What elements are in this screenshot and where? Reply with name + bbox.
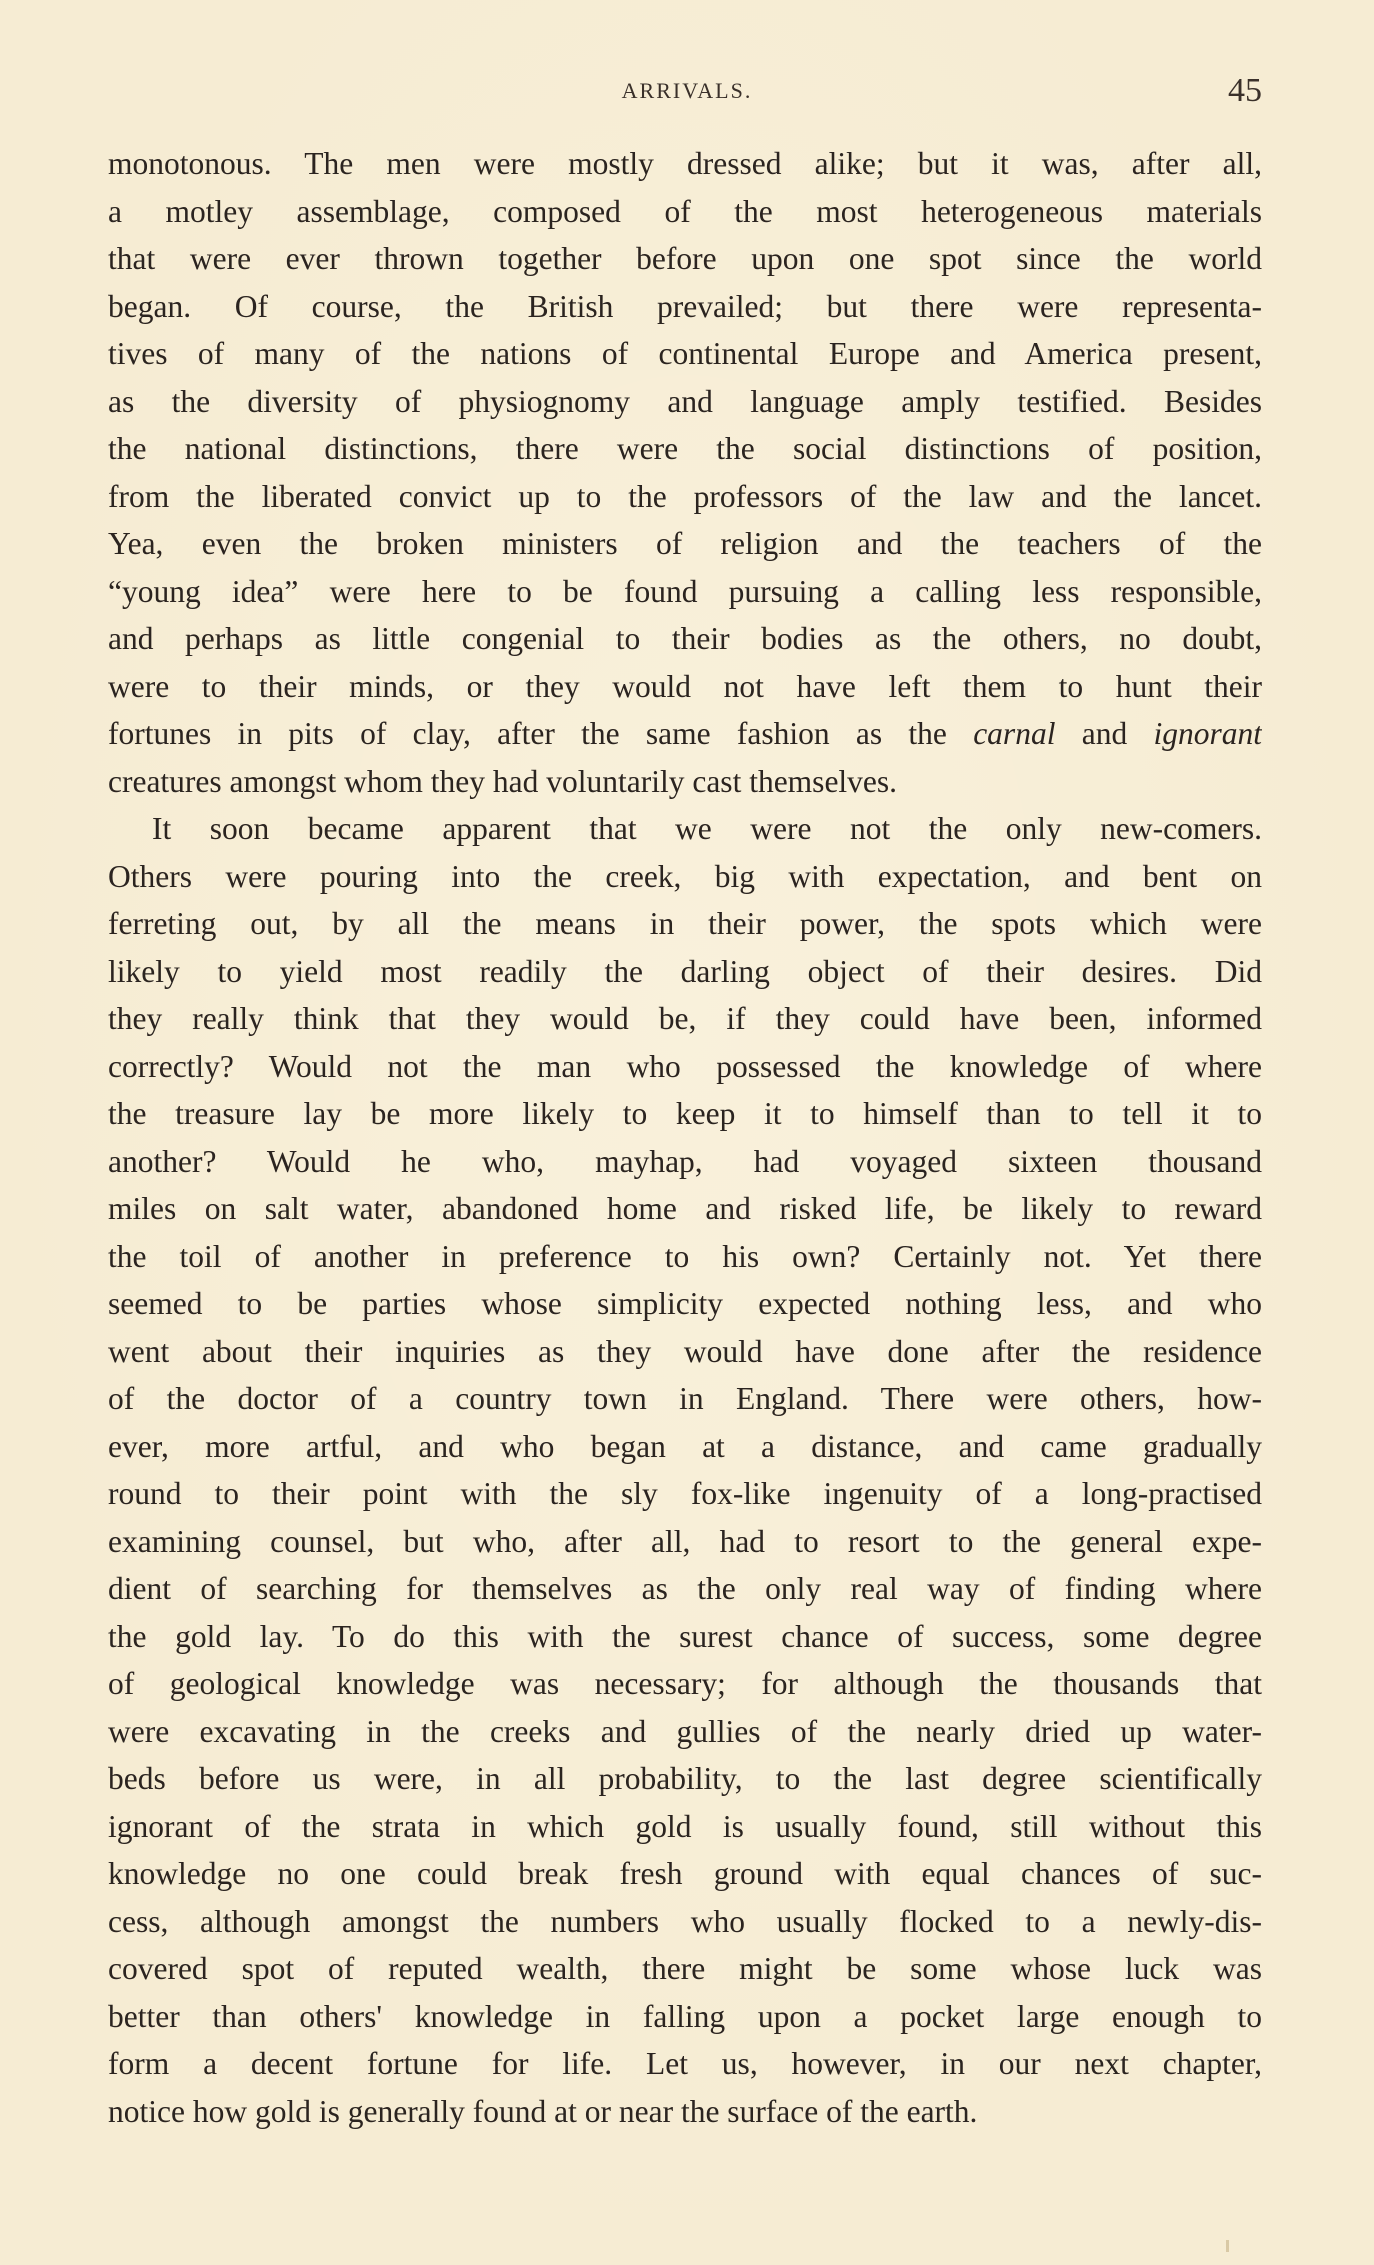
- text-span: fortunes in pits of clay, after the same fashion as the: [108, 716, 974, 751]
- text-line: correctly? Would not the man who possessed the knowledge of where: [108, 1048, 1262, 1084]
- text-line: [108, 710, 1262, 758]
- text-line: another? Would he who, mayhap, had voyaged sixteen thousand: [108, 1143, 1262, 1179]
- text-line: dient of searching for themselves as the only real way of finding where: [108, 1571, 1262, 1606]
- text-line: miles on salt water, abandoned home and risked life, be likely to reward: [108, 1191, 1262, 1226]
- text-line: were excavating in the creeks and gullies of the nearly dried up water-: [108, 1713, 1262, 1749]
- text-line: the toil of another in preference to his own? Certainly not. Yet there: [108, 1238, 1262, 1274]
- text-line: It soon became apparent that we were not the only new-comers.: [152, 811, 1262, 846]
- text-line: better than others' knowledge in falling upon a pocket large enough to: [108, 1998, 1262, 2034]
- text-line: form a decent fortune for life. Let us, however, in our next chapter,: [108, 2046, 1262, 2081]
- text-line: began. Of course, the British prevailed; but there were representa-: [108, 288, 1262, 324]
- text-line: Yea, even the broken ministers of religion and the teachers of the: [108, 526, 1262, 561]
- text-line: ever, more artful, and who began at a distance, and came gradually: [108, 1428, 1262, 1464]
- text-line: as the diversity of physiognomy and language amply testified. Besides: [108, 383, 1262, 419]
- running-head: [112, 72, 1262, 112]
- text-line: beds before us were, in all probability, to the last degree scientifically: [108, 1761, 1262, 1796]
- text-line: that were ever thrown together before upon one spot since the world: [108, 241, 1262, 276]
- text-line: cess, although amongst the numbers who usually flocked to a newly-dis-: [108, 1903, 1262, 1939]
- text-line: the national distinctions, there were the social distinctions of position,: [108, 431, 1262, 466]
- text-line: ignorant of the strata in which gold is usually found, still without this: [108, 1808, 1262, 1844]
- text-span: and: [1055, 716, 1154, 751]
- text-line: and perhaps as little congenial to their bodies as the others, no doubt,: [108, 621, 1262, 656]
- text-line: a motley assemblage, composed of the most heterogeneous materials: [108, 193, 1262, 229]
- text-line: from the liberated convict up to the professors of the law and the lancet.: [108, 478, 1262, 514]
- text-line: went about their inquiries as they would have done after the residence: [108, 1333, 1262, 1369]
- text-line: notice how gold is generally found at or near the surface of the earth.: [108, 2093, 978, 2129]
- body-text: [108, 140, 1262, 2135]
- text-line: creatures amongst whom they had voluntarily cast themselves.: [108, 763, 898, 799]
- text-line: seemed to be parties whose simplicity expected nothing less, and who: [108, 1286, 1262, 1321]
- text-line: they really think that they would be, if they could have been, informed: [108, 1001, 1262, 1036]
- text-line: round to their point with the sly fox-like ingenuity of a long-practised: [108, 1476, 1262, 1511]
- text-line: of the doctor of a country town in England. There were others, how-: [108, 1381, 1262, 1416]
- text-line: “young idea” were here to be found pursuing a calling less responsible,: [108, 573, 1262, 609]
- text-line: ferreting out, by all the means in their power, the spots which were: [108, 906, 1262, 941]
- page-number: 45: [1228, 72, 1262, 109]
- text-line: likely to yield most readily the darling object of their desires. Did: [108, 953, 1262, 989]
- text-line: the treasure lay be more likely to keep it to himself than to tell it to: [108, 1096, 1262, 1131]
- text-line: tives of many of the nations of continental Europe and America present,: [108, 336, 1262, 371]
- text-line: covered spot of reputed wealth, there might be some whose luck was: [108, 1951, 1262, 1986]
- italic-word: carnal: [973, 716, 1056, 751]
- text-line: knowledge no one could break fresh ground with equal chances of suc-: [108, 1856, 1262, 1891]
- text-line: of geological knowledge was necessary; for although the thousands that: [108, 1666, 1262, 1701]
- paper-speck: [1226, 2240, 1229, 2252]
- text-line: the gold lay. To do this with the surest chance of success, some degree: [108, 1618, 1262, 1654]
- text-line: examining counsel, but who, after all, had to resort to the general expe-: [108, 1523, 1262, 1559]
- text-line: Others were pouring into the creek, big with expectation, and bent on: [108, 858, 1262, 894]
- italic-word: ignorant: [1153, 716, 1262, 751]
- text-line: were to their minds, or they would not have left them to hunt their: [108, 668, 1262, 704]
- running-title: ARRIVALS.: [621, 78, 753, 103]
- text-line: monotonous. The men were mostly dressed alike; but it was, after all,: [108, 146, 1262, 181]
